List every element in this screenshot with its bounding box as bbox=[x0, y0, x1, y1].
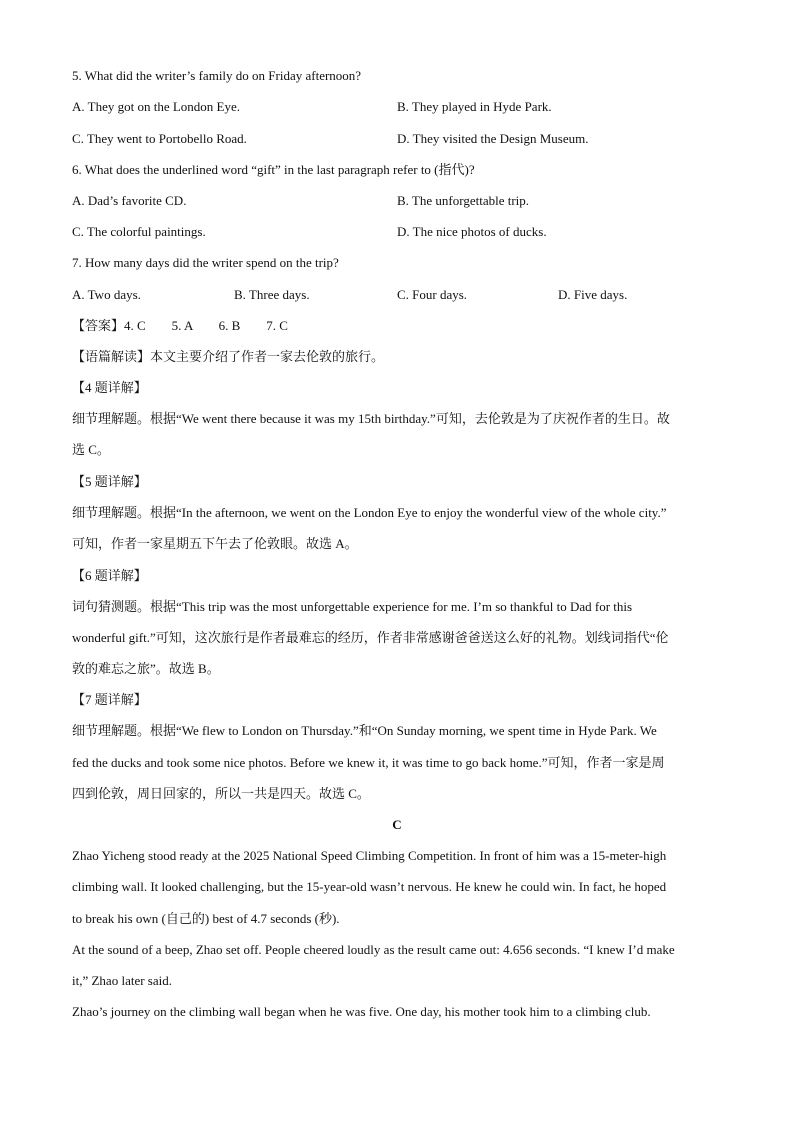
question-5-option-c: C. They went to Portobello Road. bbox=[72, 131, 247, 146]
detail-7-line: fed the ducks and took some nice photos. Before we knew it, it was time to go back home.”可知，作者一家是周 bbox=[72, 755, 665, 770]
detail-6-line: 词句猜测题。根据“This trip was the most unforgettable experience for me. I’m so thankful to Dad for this bbox=[72, 599, 633, 614]
question-5-option-b: B. They played in Hyde Park. bbox=[397, 99, 552, 114]
detail-7-heading: 【7 题详解】 bbox=[72, 692, 147, 707]
detail-4-line: 细节理解题。根据“We went there because it was my 15th birthday.”可知，去伦敦是为了庆祝作者的生日。故 bbox=[72, 411, 670, 426]
question-7-option-c: C. Four days. bbox=[397, 287, 468, 302]
question-7-option-a: A. Two days. bbox=[72, 287, 141, 302]
question-6-option-b: B. The unforgettable trip. bbox=[397, 193, 530, 208]
detail-6-line: 敦的难忘之旅”。故选 B。 bbox=[72, 661, 220, 676]
passage-line: it,” Zhao later said. bbox=[72, 973, 172, 988]
question-7-option-d: D. Five days. bbox=[558, 287, 628, 302]
section-c-title: C bbox=[392, 817, 402, 832]
detail-6-line: wonderful gift.”可知，这次旅行是作者最难忘的经历，作者非常感谢爸爸送这么好的礼物。划线词指代“伦 bbox=[72, 630, 669, 645]
question-5-stem: 5. What did the writer’s family do on Friday afternoon? bbox=[72, 68, 362, 83]
question-7-stem: 7. How many days did the writer spend on the trip? bbox=[72, 255, 339, 270]
passage-line: At the sound of a beep, Zhao set off. People cheered loudly as the result came out: 4.656 seconds. “I knew I’d make bbox=[72, 942, 675, 957]
summary-line: 【语篇解读】本文主要介绍了作者一家去伦敦的旅行。 bbox=[72, 349, 385, 364]
question-6-option-c: C. The colorful paintings. bbox=[72, 224, 206, 239]
question-5-option-d: D. They visited the Design Museum. bbox=[397, 131, 589, 146]
question-6-stem: 6. What does the underlined word “gift” in the last paragraph refer to (指代)? bbox=[72, 162, 475, 177]
detail-4-heading: 【4 题详解】 bbox=[72, 380, 147, 395]
answer-line: 【答案】4. C 5. A 6. B 7. C bbox=[72, 318, 288, 333]
passage-line: climbing wall. It looked challenging, but the 15-year-old wasn’t nervous. He knew he could win. In fact, he hoped bbox=[72, 879, 667, 894]
detail-7-line: 细节理解题。根据“We flew to London on Thursday.”和“On Sunday morning, we spent time in Hyde Park. We bbox=[72, 723, 657, 738]
question-5-option-a: A. They got on the London Eye. bbox=[72, 99, 241, 114]
question-6-option-a: A. Dad’s favorite CD. bbox=[72, 193, 187, 208]
detail-5-heading: 【5 题详解】 bbox=[72, 474, 147, 489]
detail-5-line: 可知，作者一家星期五下午去了伦敦眼。故选 A。 bbox=[72, 536, 358, 551]
detail-5-line: 细节理解题。根据“In the afternoon, we went on the London Eye to enjoy the wonderful view of the whole city.” bbox=[72, 505, 667, 520]
question-7-option-b: B. Three days. bbox=[234, 287, 310, 302]
detail-4-line: 选 C。 bbox=[72, 442, 110, 457]
passage-line: to break his own (自己的) best of 4.7 seconds (秒). bbox=[72, 911, 340, 926]
passage-line: Zhao Yicheng stood ready at the 2025 National Speed Climbing Competition. In front of him was a 15-meter-high bbox=[72, 848, 667, 863]
question-6-option-d: D. The nice photos of ducks. bbox=[397, 224, 547, 239]
passage-line: Zhao’s journey on the climbing wall began when he was five. One day, his mother took him to a climbing club. bbox=[72, 1004, 651, 1019]
detail-6-heading: 【6 题详解】 bbox=[72, 568, 147, 583]
detail-7-line: 四到伦敦，周日回家的，所以一共是四天。故选 C。 bbox=[72, 786, 370, 801]
